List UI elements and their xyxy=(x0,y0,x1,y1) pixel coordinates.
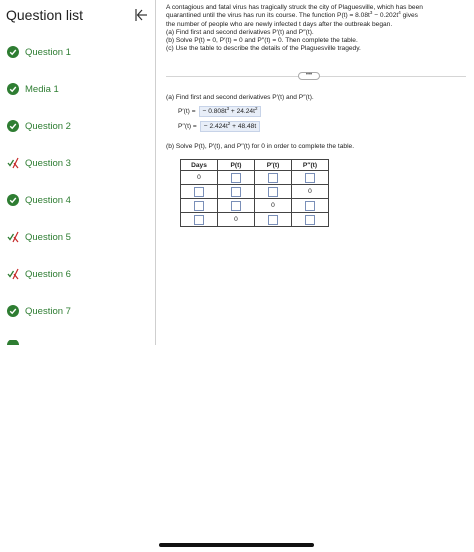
check-circle-icon xyxy=(7,194,19,206)
expand-dots-button[interactable]: ••• xyxy=(298,72,320,80)
problem-line: (b) Solve P(t) = 0, P′(t) = 0 and P′′(t) = 0. Then complete the table. xyxy=(166,37,358,45)
answer-input[interactable] xyxy=(231,173,241,183)
table-cell xyxy=(218,185,255,199)
sidebar-item-label: Question 5 xyxy=(25,231,71,243)
home-indicator[interactable] xyxy=(159,543,314,547)
check-circle-icon xyxy=(7,305,19,317)
check-circle-icon xyxy=(7,83,19,95)
table-header-row xyxy=(181,160,329,171)
table-cell xyxy=(255,171,292,185)
table-cell: 0 xyxy=(218,213,255,227)
next-item-check-icon xyxy=(7,340,19,345)
answer-input[interactable] xyxy=(268,215,278,225)
sidebar-item-label: Question 1 xyxy=(25,46,71,58)
table-cell xyxy=(292,213,329,227)
answer-input[interactable] xyxy=(231,201,241,211)
sidebar-item-question-6[interactable] xyxy=(7,266,71,282)
problem-line: the number of people who are newly infected t days after the outbreak began. xyxy=(166,20,393,28)
table-cell xyxy=(218,199,255,213)
check-circle-icon xyxy=(7,120,19,132)
column-header: Days xyxy=(181,160,218,171)
answer-input[interactable] xyxy=(305,215,315,225)
sidebar-item-label: Question 2 xyxy=(25,120,71,132)
sidebar-item-label: Question 7 xyxy=(25,305,71,317)
sidebar-item-question-5[interactable] xyxy=(7,229,71,245)
table-cell xyxy=(255,185,292,199)
answer-input[interactable] xyxy=(305,173,315,183)
problem-line: quarantined until the virus has run its course. The function $P(t) = 8.08t^3 - 0.202t^4$ gives xyxy=(166,10,418,20)
part-a-heading: (a) Find first and second derivatives P′(t) and P′′(t). xyxy=(166,94,314,101)
partial-credit-icon xyxy=(7,157,19,169)
answer-input[interactable] xyxy=(268,187,278,197)
sidebar-item-question-2[interactable] xyxy=(7,118,71,134)
partial-credit-icon xyxy=(7,268,19,280)
answer-input[interactable] xyxy=(194,187,204,197)
table-cell xyxy=(292,171,329,185)
table-cell: 0 xyxy=(181,171,218,185)
table-cell xyxy=(292,199,329,213)
answer-input[interactable] xyxy=(231,187,241,197)
answer-input[interactable] xyxy=(194,201,204,211)
first-derivative-label: P′(t) = xyxy=(178,108,196,115)
table-cell: 0 xyxy=(255,199,292,213)
sidebar-item-label: Media 1 xyxy=(25,83,59,95)
sidebar-item-label: Question 6 xyxy=(25,268,71,280)
table-row xyxy=(181,171,329,185)
problem-line: A contagious and fatal virus has tragically struck the city of Plaguesville, which has been xyxy=(166,4,423,11)
table-cell: 0 xyxy=(292,185,329,199)
first-derivative-answer[interactable]: − $0.808t^3 + 24.24t^2$ xyxy=(199,106,262,117)
answer-input[interactable] xyxy=(268,173,278,183)
sidebar-item-label: Question 3 xyxy=(25,157,71,169)
check-circle-icon xyxy=(7,46,19,58)
sidebar-item-question-7[interactable] xyxy=(7,303,71,319)
answer-input[interactable] xyxy=(305,201,315,211)
answer-table xyxy=(180,159,329,227)
sidebar-title: Question list xyxy=(6,7,84,23)
column-header: P′′(t) xyxy=(292,160,329,171)
problem-line: (c) Use the table to describe the details of the Plaguesville tragedy. xyxy=(166,45,361,53)
collapse-sidebar-icon[interactable] xyxy=(134,8,148,22)
second-derivative-label: P′′(t) = xyxy=(178,123,197,130)
answer-input[interactable] xyxy=(194,215,204,225)
column-header: P′(t) xyxy=(255,160,292,171)
problem-line: (a) Find first and second derivatives P′(t) and P′′(t). xyxy=(166,28,314,36)
partial-credit-icon xyxy=(7,231,19,243)
sidebar-item-question-4[interactable] xyxy=(7,192,71,208)
second-derivative-answer[interactable]: − $2.424t^2 + 48.48t$ xyxy=(200,121,260,132)
part-b-heading: (b) Solve P(t), P′(t), and P′′(t) for 0 in order to complete the table. xyxy=(166,143,355,150)
sidebar-item-question-1[interactable] xyxy=(7,44,71,60)
table-row xyxy=(181,213,329,227)
sidebar-item-media-1[interactable] xyxy=(7,81,59,97)
table-cell xyxy=(181,199,218,213)
table-cell xyxy=(218,171,255,185)
table-cell xyxy=(181,185,218,199)
second-derivative-row xyxy=(178,121,260,132)
sidebar-item-label: Question 4 xyxy=(25,194,71,206)
sidebar-item-question-3[interactable] xyxy=(7,155,71,171)
first-derivative-row xyxy=(178,106,261,117)
table-cell xyxy=(255,213,292,227)
table-cell xyxy=(181,213,218,227)
table-row xyxy=(181,199,329,213)
problem-statement xyxy=(166,4,466,54)
question-list-sidebar xyxy=(0,0,156,345)
column-header: P(t) xyxy=(218,160,255,171)
table-row xyxy=(181,185,329,199)
